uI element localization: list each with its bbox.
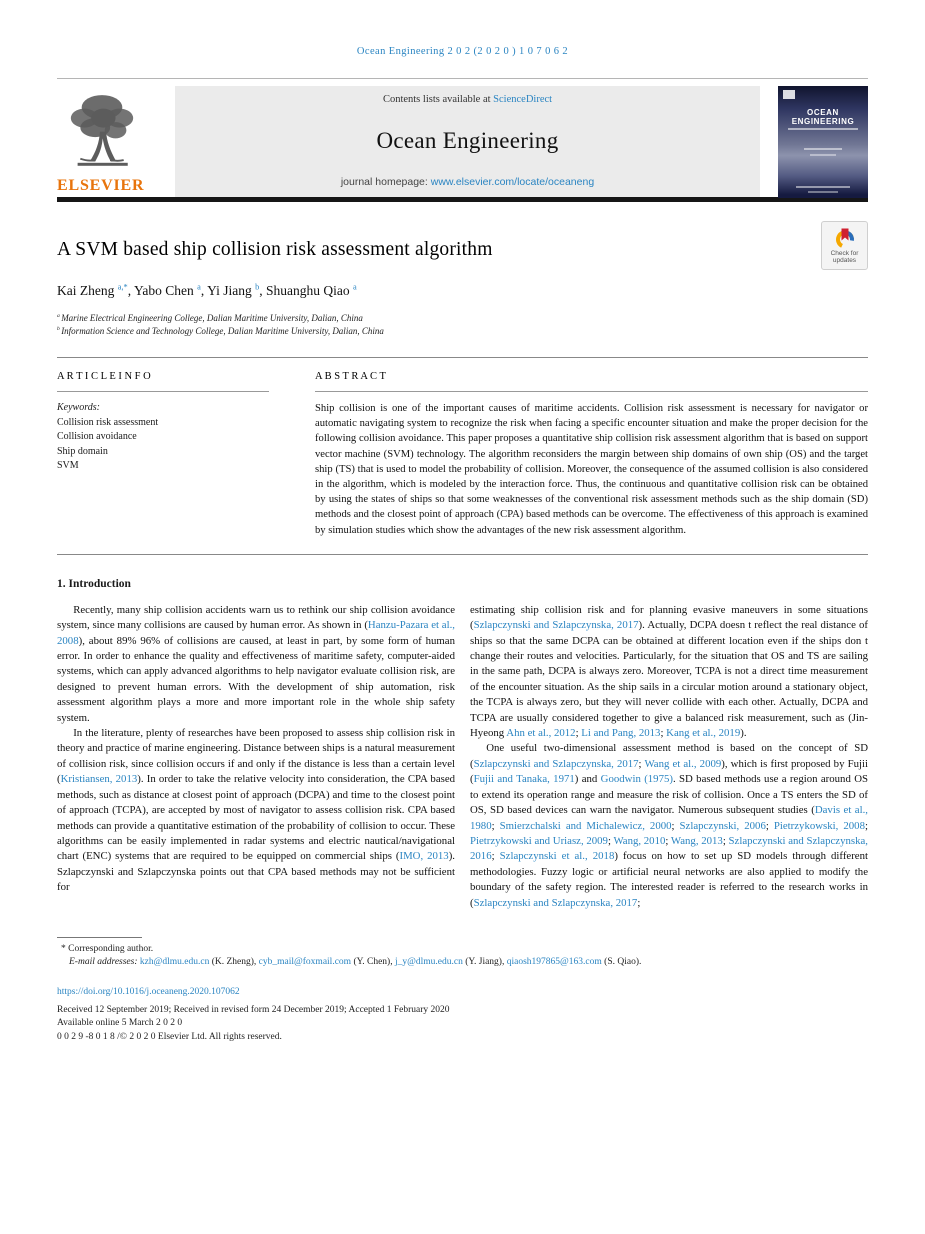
article-info-column — [57, 358, 269, 538]
text-segment: ). Szlapczynski and Szlapczynska points out that CPA based methods may not be sufficient for — [57, 850, 455, 894]
text-segment: b — [57, 326, 62, 332]
available-online-line: Available online 5 March 2 0 2 0 — [57, 1018, 183, 1029]
body-left-column — [57, 603, 455, 911]
text-segment: Kai Zheng — [57, 283, 118, 298]
abstract-column — [315, 358, 868, 538]
abstract-heading: A B S T R A C T — [315, 358, 868, 392]
text-segment: Information Science and Technology College, Dalian Maritime University, Dalian, China — [61, 326, 384, 336]
keyword-item-3: Ship domain — [57, 445, 108, 457]
elsevier-tree-icon — [59, 91, 145, 175]
received-line: Received 12 September 2019; Received in revised form 24 December 2019; Accepted 1 February 2020 — [57, 1004, 450, 1015]
text-segment: a — [57, 313, 62, 319]
citation-link[interactable]: Pietrzykowski and Uriasz, 2009 — [470, 834, 608, 847]
footnote-block — [57, 937, 868, 970]
crossmark-icon — [834, 227, 856, 249]
text-segment: ), which is first proposed by Fujii ( — [470, 757, 868, 786]
citation-link[interactable]: Szlapczynski and Szlapczynska, 2017 — [473, 757, 639, 770]
citation-link[interactable]: cyb_mail@foxmail.com — [258, 957, 352, 968]
citation-link[interactable]: IMO, 2013 — [399, 850, 449, 863]
masthead-divider — [57, 197, 868, 202]
affiliations — [57, 312, 868, 338]
citation-link[interactable]: Pietrzykowski, 2008 — [773, 819, 865, 832]
cover-footer-line-2 — [808, 191, 838, 193]
citation-link[interactable]: Szlapczynski and Szlapczynska, 2017 — [473, 896, 638, 909]
text-segment: estimating ship collision risk and for planning evasive maneuvers in some situations ( — [470, 603, 868, 632]
citation-link[interactable]: Wang, 2013 — [670, 834, 723, 847]
elsevier-logo — [57, 86, 161, 197]
section-heading-introduction: 1. Introduction — [57, 577, 131, 590]
citation-link[interactable]: a — [353, 282, 357, 292]
citation-link[interactable]: a,* — [117, 282, 128, 292]
text-segment: (Y. Jiang), — [462, 957, 507, 968]
cover-volume-line — [804, 148, 842, 150]
intro-paragraph-4 — [470, 741, 868, 910]
text-segment: ) and — [574, 773, 601, 786]
text-segment: , Yabo Chen — [127, 283, 198, 298]
text-segment: ; — [665, 834, 671, 847]
text-segment: E-mail addresses: — [69, 957, 140, 968]
citation-link[interactable]: Hanzu-Pazara et al., 2008 — [57, 619, 455, 647]
contents-prefix: Contents lists available at — [382, 94, 494, 105]
text-segment: ). In order to take the relative velocity into consideration, the CPA based methods, such as distance at closest point of approach (DCPA) and time to the closest point of approach (TCPA), are accepted by most of navigator to assess collision risk. CPA based methods can provide a quantitative estimation of the probability of collision to occur. These algorithms can be easily implemented in radar systems and electric nautical/navigational chart (ENC) systems that are required to be equipped on commercial ships ( — [57, 773, 456, 863]
intro-paragraph-2 — [57, 726, 455, 895]
citation-link[interactable]: Kristiansen, 2013 — [60, 773, 138, 786]
citation-link[interactable]: Kang et al., 2019 — [666, 727, 741, 740]
text-segment: ; — [491, 850, 500, 863]
text-segment: ; — [660, 727, 667, 740]
journal-title: Ocean Engineering — [376, 127, 559, 153]
sciencedirect-link[interactable]: ScienceDirect — [493, 94, 553, 105]
citation-link[interactable]: kzh@dlmu.edu.cn — [139, 957, 210, 968]
text-segment: ; — [637, 896, 641, 909]
citation-link[interactable]: j_y@dlmu.edu.cn — [394, 957, 463, 968]
citation-link[interactable]: Goodwin (1975) — [600, 773, 673, 786]
keyword-item-1: Collision risk assessment — [57, 416, 159, 428]
text-segment: In the literature, plenty of researches have been proposed to assess ship collision risk in theory and practice of marine engineering. Distance between ships is a natural measurement of collision risk, since collision occurs if and only if the distance is less than a certain level ( — [57, 727, 455, 786]
masthead-center-panel — [175, 86, 760, 197]
check-updates-label: Check for updates — [830, 250, 859, 264]
citation-link[interactable]: b — [255, 282, 260, 292]
text-segment: (K. Zheng), — [209, 957, 259, 968]
text-segment: ; — [864, 819, 868, 832]
doi-link[interactable]: https://doi.org/10.1016/j.oceaneng.2020.107062 — [57, 986, 240, 997]
body-right-column — [470, 603, 868, 911]
cover-issue-line — [810, 154, 836, 156]
citation-link[interactable]: Wang, 2010 — [613, 834, 666, 847]
keyword-item-4: SVM — [57, 460, 79, 471]
corresponding-author-note: * Corresponding author. — [61, 943, 154, 954]
footer-block — [57, 986, 868, 1044]
article-info-heading: A R T I C L E I N F O — [57, 358, 269, 392]
keywords-label: Keywords: — [57, 402, 100, 413]
text-segment: Recently, many ship collision accidents warn us to rethink our ship collision avoidance system, since many collisions are caused by human error. As shown in ( — [57, 603, 455, 632]
cover-subtitle-rule — [788, 128, 858, 130]
text-segment: ; — [575, 727, 582, 740]
body-two-columns — [57, 603, 868, 911]
text-segment: , Shuanghu Qiao — [259, 283, 354, 298]
intro-paragraph-3 — [470, 603, 868, 742]
homepage-prefix: journal homepage: — [340, 176, 431, 188]
citation-link[interactable]: Szlapczynski and Szlapczynska, 2016 — [470, 834, 868, 863]
homepage-line — [185, 176, 750, 188]
abstract-text: Ship collision is one of the important causes of maritime accidents. Collision risk assessment is necessary for navigator or automatic navigating system to recognize the risk when facing a specific encounter situation and make the proper decision for the following collision avoidance. This paper proposes a quantitative ship collision risk assessment algorithm that is based on support vector machine (SVM) technology. The algorithm reconsiders the margin between ship domains of own ship (OS) and the target ship (TS) that is used to model the probability of collision. Moreover, the consequence of the assumed collision is also considered in the algorithm, which is modeled by the interaction force. Thus, the continuous and quantitative collision risk can be obtained by using the states of ships so that some weaknesses of the conventional risk assessment methods such as the ship domain (SD) methods and the closest point of approach (CPA) based methods can be overcome. The effectiveness of this approach is examined by simulation studies which show the advantages of the new risk assessment algorithm. — [315, 403, 868, 536]
citation-link[interactable]: a — [197, 282, 201, 292]
text-segment: ; — [722, 834, 729, 847]
issn-copyright-line: 0 0 2 9 -8 0 1 8 /© 2 0 2 0 Elsevier Ltd. All rights reserved. — [57, 1031, 282, 1042]
text-segment: ), about 89% 96% of collisions are caused, at least in part, by some form of human error. In order to enhance the quality and effectiveness of maritime safety, computer-aided systems, which can apply advanced algorithms to help navigator evaluate collision risk, are designed to prevent human errors. With the development of ship automation, risk assessment algorithm plays a more and more important role in the whole ship safety system. — [57, 634, 455, 724]
footnote-rule — [57, 937, 142, 938]
journal-homepage-link[interactable]: www.elsevier.com/locate/oceaneng — [430, 176, 595, 188]
text-segment: ). — [740, 727, 747, 740]
text-segment: One useful two-dimensional assessment method is based on the concept of SD ( — [470, 742, 868, 770]
article-title: A SVM based ship collision risk assessment algorithm — [57, 239, 493, 260]
authors-line — [57, 283, 868, 299]
check-for-updates-badge[interactable] — [821, 221, 868, 270]
text-segment: . SD based methods use a region around OS to extend its operation range and measure the risk of collision. Once a TS enters the SD of OS, SD based devices can warn the navigator. Numerous subsequent studies ( — [470, 773, 868, 817]
contents-line — [185, 94, 750, 105]
citation-link[interactable]: Fujii and Tanaka, 1971 — [473, 773, 575, 786]
article-info-abstract-block — [57, 357, 868, 555]
text-segment: ; — [671, 819, 680, 832]
citation-link[interactable]: Smierzchalski and Michalewicz, 2000 — [499, 819, 672, 832]
citation-link[interactable]: Li and Pang, 2013 — [581, 727, 661, 740]
intro-paragraph-1 — [57, 603, 455, 726]
citation-link[interactable]: Ahn et al., 2012 — [506, 727, 576, 740]
cover-title: OCEAN ENGINEERING — [791, 108, 855, 126]
text-segment: ) focus on how to set up SD models through different methodologies. Fuzzy logic or artificial neural networks are also applied to modify the boundary of the safety region. The interested reader is referred to the research works in ( — [470, 850, 868, 909]
citation-link[interactable]: Wang et al., 2009 — [644, 757, 722, 770]
journal-masthead — [57, 78, 868, 197]
text-segment: , Yi Jiang — [200, 283, 256, 298]
affiliation-b — [57, 325, 868, 338]
keyword-item-2: Collision avoidance — [57, 431, 137, 442]
text-segment: ). Actually, DCPA doesn t reflect the real distance of ships so that the same DCPA can be obtained at different location even if the ships don t change their routes and velocities. Particularly, for the situation that OS and TS are sailing in the same path, DCPA is always zero. Moreover, TCPA is not a direct time measurement of the encounter situation. As the ship sails in a circular motion around a stationary object, the TCPA is always zero, but they will never collide with each other. Actually, DCPA and TCPA are usually considered together to give a balanced risk measurement, such as (Jin-Hyeong — [470, 619, 869, 740]
citation-link[interactable]: Davis et al., 1980 — [470, 804, 868, 832]
journal-reference-line: Ocean Engineering 2 0 2 (2 0 2 0 ) 1 0 7 0 6 2 — [356, 46, 569, 57]
text-segment: ; — [765, 819, 774, 832]
journal-cover-thumbnail — [778, 86, 868, 198]
text-segment: ; — [638, 757, 645, 770]
text-segment: ; — [491, 819, 500, 832]
citation-link[interactable]: Szlapczynski et al., 2018 — [499, 850, 615, 863]
email-addresses-line — [57, 956, 868, 970]
text-segment: Marine Electrical Engineering College, Dalian Maritime University, Dalian, China — [61, 313, 363, 323]
cover-footer-line-1 — [796, 186, 850, 188]
citation-link[interactable]: qiaosh197865@163.com — [506, 957, 602, 968]
citation-link[interactable]: Szlapczynski and Szlapczynska, 2017 — [473, 619, 639, 632]
text-segment: ; — [607, 834, 614, 847]
text-segment: (S. Qiao). — [601, 957, 642, 968]
citation-link[interactable]: Szlapczynski, 2006 — [679, 819, 766, 832]
affiliation-a — [57, 312, 868, 325]
elsevier-wordmark: ELSEVIER — [57, 177, 145, 194]
cover-publisher-mark — [783, 90, 795, 99]
text-segment: (Y. Chen), — [351, 957, 395, 968]
